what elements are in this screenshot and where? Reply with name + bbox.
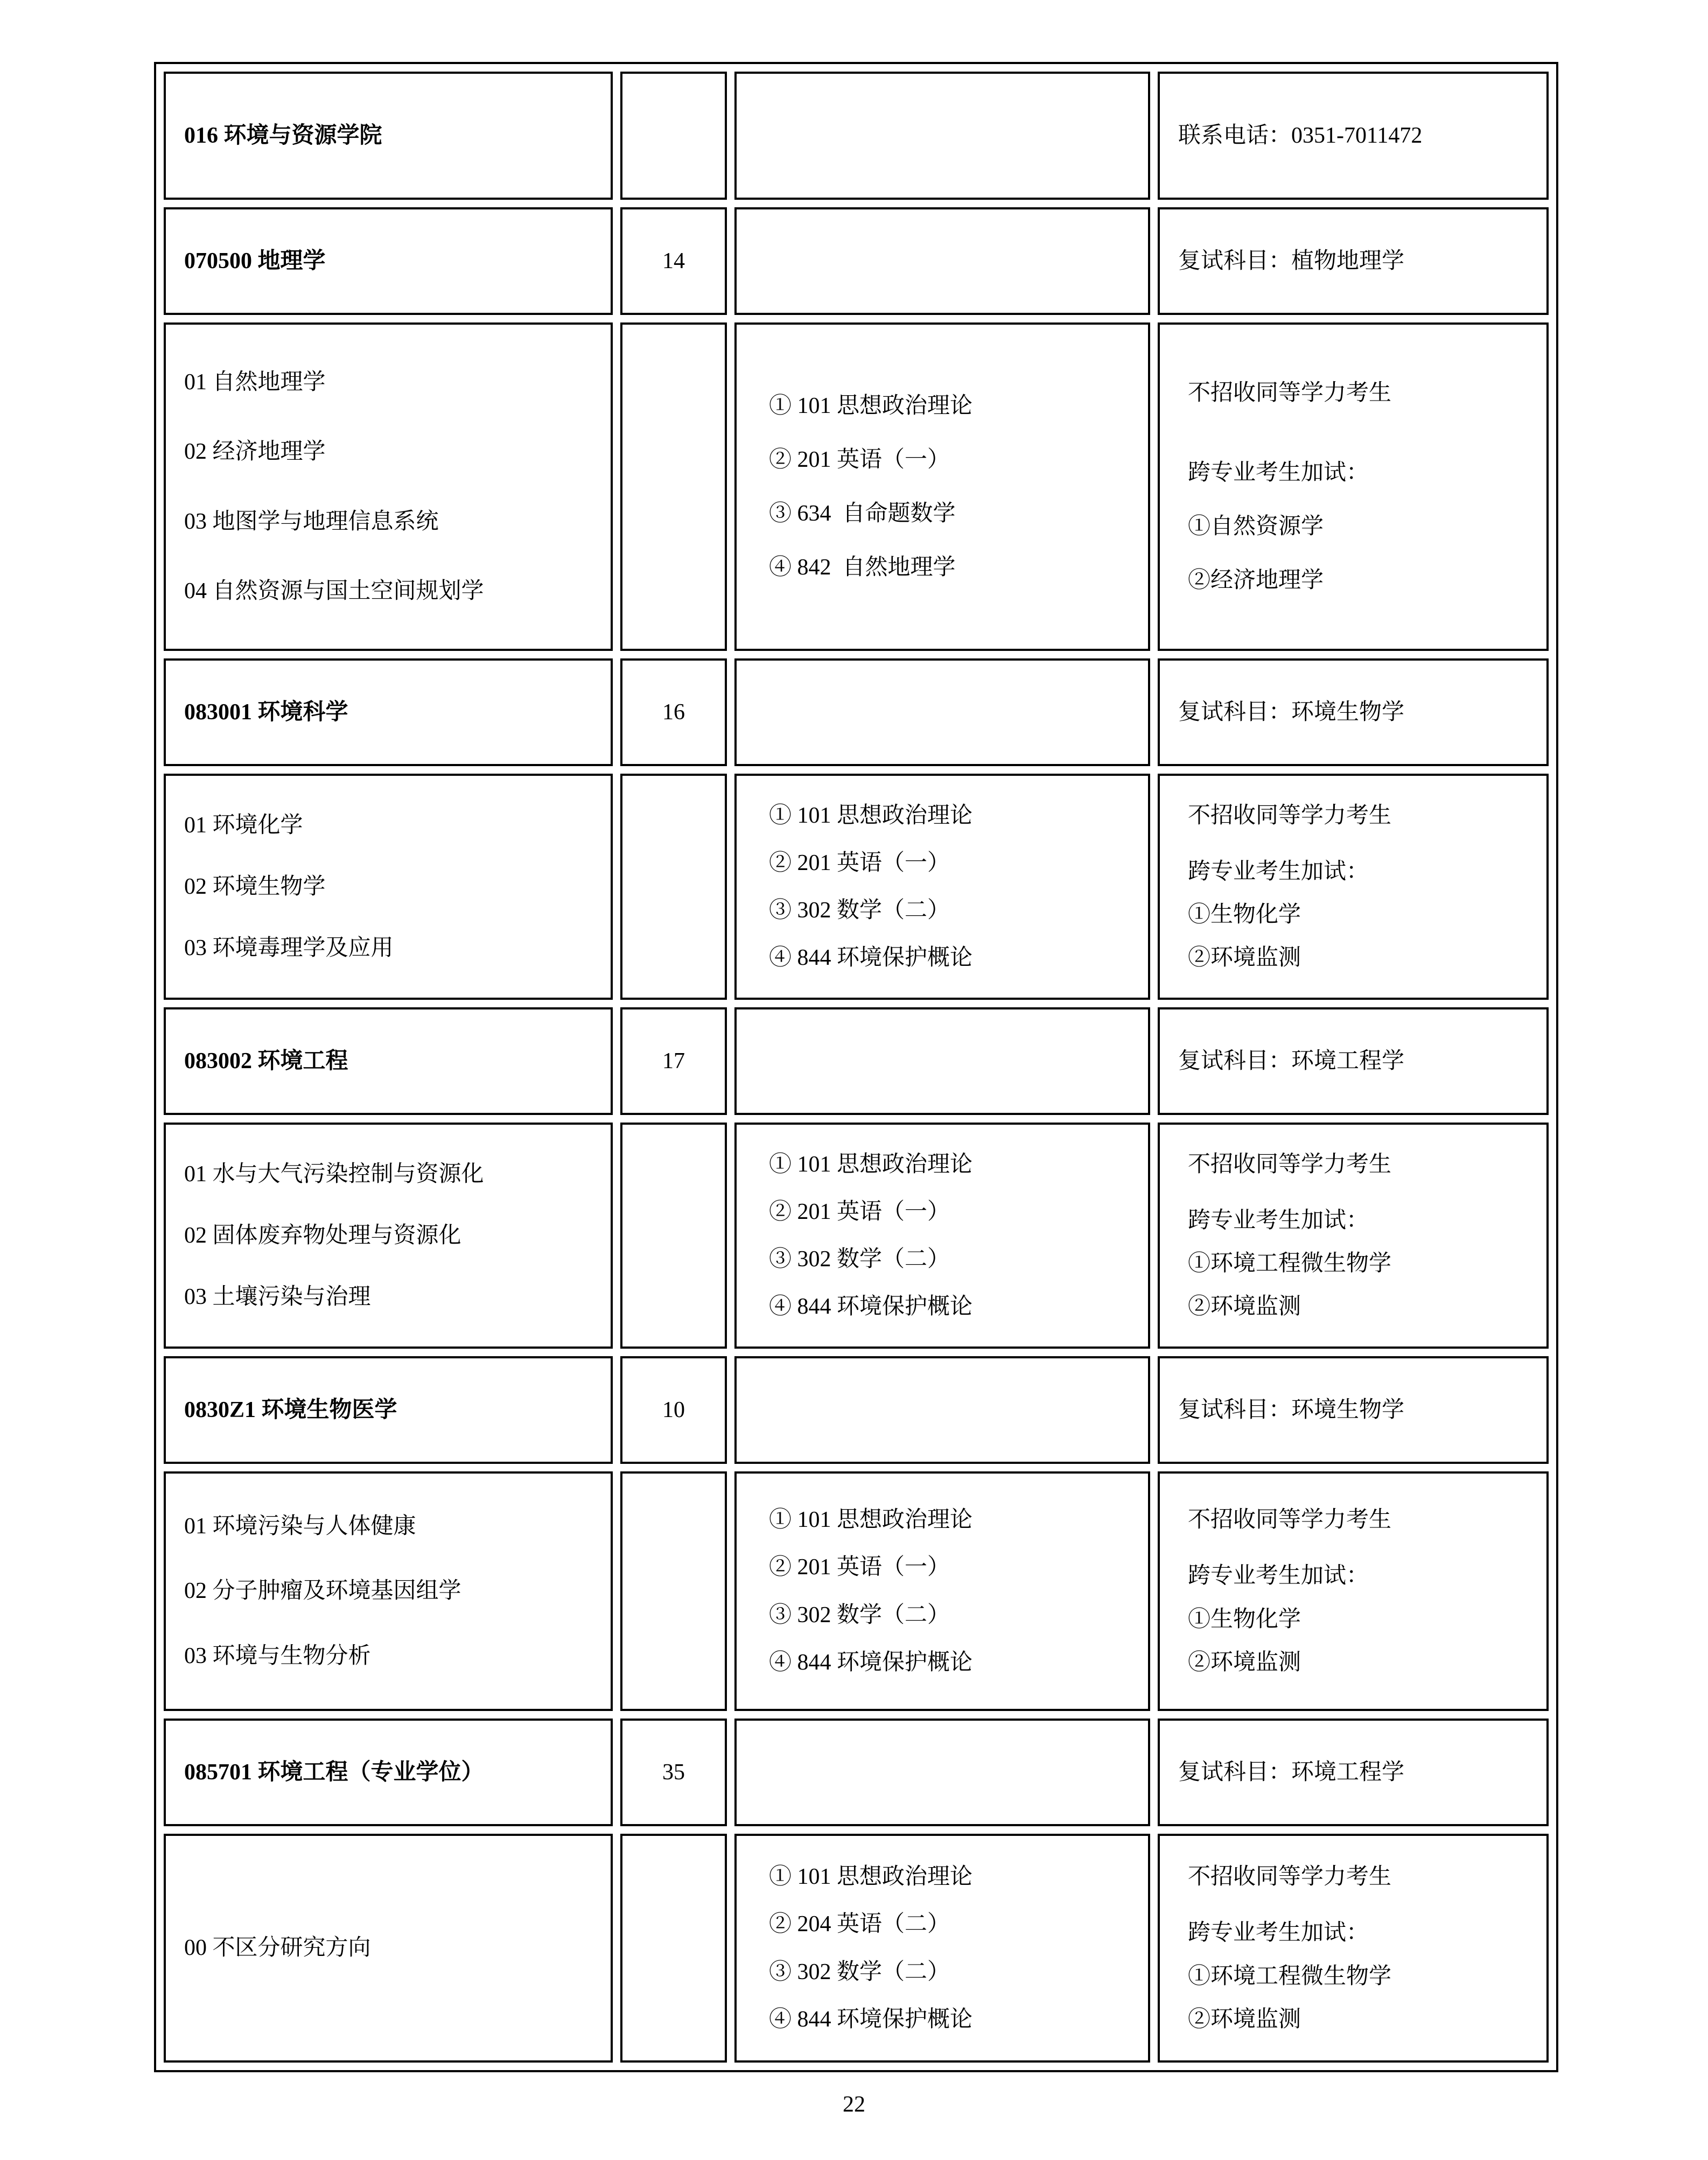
exam-subject: ① 101 思想政治理论 xyxy=(769,803,973,828)
program-row xyxy=(164,1007,1549,1115)
remark-line: ①生物化学 xyxy=(1188,1607,1301,1632)
exam-subject: ② 201 英语（一） xyxy=(769,850,950,875)
exam-subject: ① 101 思想政治理论 xyxy=(769,393,973,418)
program-row xyxy=(164,658,1549,766)
exam-subject: ① 101 思想政治理论 xyxy=(769,1507,973,1533)
remark-line: 跨专业考生加试： xyxy=(1188,1920,1369,1946)
quota-cell xyxy=(620,322,727,651)
research-direction: 03 土壤污染与治理 xyxy=(184,1284,371,1309)
quota-cell xyxy=(620,1356,727,1464)
remark-line: 跨专业考生加试： xyxy=(1188,460,1369,485)
remark-line: 不招收同等学力考生 xyxy=(1188,380,1392,405)
research-direction: 00 不区分研究方向 xyxy=(184,1935,371,1961)
subjects-cell xyxy=(734,1471,1150,1711)
quota-value: 14 xyxy=(662,248,685,273)
program-title: 0830Z1 环境生物医学 xyxy=(184,1397,397,1422)
remark-line: ②环境监测 xyxy=(1188,1294,1301,1320)
research-direction: 01 水与大气污染控制与资源化 xyxy=(184,1161,484,1187)
remark-line: 不招收同等学力考生 xyxy=(1188,803,1392,828)
research-direction: 03 地图学与地理信息系统 xyxy=(184,509,439,534)
subjects-cell xyxy=(734,774,1150,1000)
exam-subject: ④ 844 环境保护概论 xyxy=(769,1294,973,1320)
quota-cell xyxy=(620,1719,727,1826)
subjects-cell xyxy=(734,1123,1150,1349)
program-row xyxy=(164,1719,1549,1826)
quota-cell xyxy=(620,1471,727,1711)
directions-cell xyxy=(164,322,613,651)
remark-line: ②环境监测 xyxy=(1188,2007,1301,2032)
remark-line: 跨专业考生加试： xyxy=(1188,859,1369,884)
program-title: 083001 环境科学 xyxy=(184,699,348,725)
remark-line: ①环境工程微生物学 xyxy=(1188,1251,1392,1276)
retest-subject: 复试科目：环境生物学 xyxy=(1178,1397,1405,1422)
exam-subject: ② 201 英语（一） xyxy=(769,1199,950,1224)
subjects-cell-empty xyxy=(734,1007,1150,1115)
research-direction: 02 固体废弃物处理与资源化 xyxy=(184,1223,461,1248)
remark-line: 不招收同等学力考生 xyxy=(1188,1864,1392,1890)
research-direction: 01 环境污染与人体健康 xyxy=(184,1514,416,1539)
remarks-cell xyxy=(1158,1123,1549,1349)
retest-subject: 复试科目：环境工程学 xyxy=(1178,1759,1405,1785)
quota-value: 10 xyxy=(662,1397,685,1422)
remarks-cell xyxy=(1158,774,1549,1000)
subjects-cell-empty xyxy=(734,72,1150,200)
quota-cell xyxy=(620,1007,727,1115)
remark-line: ①生物化学 xyxy=(1188,902,1301,927)
quota-cell xyxy=(620,658,727,766)
college-row xyxy=(164,72,1549,200)
quota-cell xyxy=(620,1834,727,2063)
subjects-cell xyxy=(734,1834,1150,2063)
remark-line: 跨专业考生加试： xyxy=(1188,1208,1369,1233)
directions-cell xyxy=(164,774,613,1000)
program-row xyxy=(164,1356,1549,1464)
retest-subject: 复试科目：环境工程学 xyxy=(1178,1048,1405,1074)
research-direction: 02 分子肿瘤及环境基因组学 xyxy=(184,1579,461,1604)
research-direction: 03 环境毒理学及应用 xyxy=(184,935,394,960)
program-row xyxy=(164,207,1549,315)
quota-cell xyxy=(620,72,727,200)
research-direction: 01 环境化学 xyxy=(184,812,303,838)
remarks-cell xyxy=(1158,1471,1549,1711)
retest-cell xyxy=(1158,1356,1549,1464)
program-name-cell xyxy=(164,1007,613,1115)
exam-subject: ④ 844 环境保护概论 xyxy=(769,945,973,971)
quota-value: 17 xyxy=(662,1048,685,1074)
detail-row xyxy=(164,1834,1549,2063)
exam-subject: ④ 842 自然地理学 xyxy=(769,555,956,580)
remark-line: 不招收同等学力考生 xyxy=(1188,1152,1392,1177)
remark-line: 跨专业考生加试： xyxy=(1188,1563,1369,1589)
directions-cell xyxy=(164,1834,613,2063)
program-name-cell xyxy=(164,1719,613,1826)
research-direction: 01 自然地理学 xyxy=(184,370,326,395)
page-number: 22 xyxy=(843,2092,865,2117)
contact-cell xyxy=(1158,72,1549,200)
subjects-cell-empty xyxy=(734,1356,1150,1464)
exam-subject: ③ 302 数学（二） xyxy=(769,898,950,923)
subjects-cell-empty xyxy=(734,207,1150,315)
exam-subject: ① 101 思想政治理论 xyxy=(769,1152,973,1177)
exam-subject: ② 204 英语（二） xyxy=(769,1912,950,1937)
quota-value: 16 xyxy=(662,699,685,725)
program-name-cell xyxy=(164,658,613,766)
retest-subject: 复试科目：环境生物学 xyxy=(1178,699,1405,725)
exam-subject: ③ 302 数学（二） xyxy=(769,1247,950,1272)
remark-line: ②环境监测 xyxy=(1188,1650,1301,1675)
exam-subject: ④ 844 环境保护概论 xyxy=(769,1650,973,1675)
research-direction: 03 环境与生物分析 xyxy=(184,1643,371,1668)
program-name-cell xyxy=(164,1356,613,1464)
retest-cell xyxy=(1158,658,1549,766)
subjects-cell-empty xyxy=(734,658,1150,766)
college-title: 016 环境与资源学院 xyxy=(184,123,382,148)
exam-subject: ③ 302 数学（二） xyxy=(769,1959,950,1984)
quota-cell xyxy=(620,774,727,1000)
program-title: 085701 环境工程（专业学位） xyxy=(184,1759,484,1785)
contact-phone: 联系电话：0351-7011472 xyxy=(1178,123,1423,148)
research-direction: 02 环境生物学 xyxy=(184,874,326,899)
admissions-table xyxy=(154,62,1558,2072)
remark-line: ①环境工程微生物学 xyxy=(1188,1963,1392,1989)
quota-cell xyxy=(620,1123,727,1349)
research-direction: 02 经济地理学 xyxy=(184,439,326,465)
remark-line: ②环境监测 xyxy=(1188,945,1301,971)
program-name-cell xyxy=(164,207,613,315)
exam-subject: ② 201 英语（一） xyxy=(769,1555,950,1580)
exam-subject: ③ 634 自命题数学 xyxy=(769,501,956,526)
retest-cell xyxy=(1158,1719,1549,1826)
subjects-cell-empty xyxy=(734,1719,1150,1826)
remark-line: ②经济地理学 xyxy=(1188,568,1324,593)
program-title: 083002 环境工程 xyxy=(184,1048,348,1074)
directions-cell xyxy=(164,1123,613,1349)
subjects-cell xyxy=(734,322,1150,651)
exam-subject: ① 101 思想政治理论 xyxy=(769,1864,973,1890)
retest-cell xyxy=(1158,1007,1549,1115)
exam-subject: ② 201 英语（一） xyxy=(769,447,950,472)
retest-cell xyxy=(1158,207,1549,315)
detail-row xyxy=(164,1471,1549,1711)
detail-row xyxy=(164,1123,1549,1349)
exam-subject: ④ 844 环境保护概论 xyxy=(769,2007,973,2032)
exam-subject: ③ 302 数学（二） xyxy=(769,1602,950,1628)
directions-cell xyxy=(164,1471,613,1711)
program-title: 070500 地理学 xyxy=(184,248,326,273)
detail-row xyxy=(164,774,1549,1000)
remarks-cell xyxy=(1158,1834,1549,2063)
remark-line: 不招收同等学力考生 xyxy=(1188,1507,1392,1533)
remarks-cell xyxy=(1158,322,1549,651)
remark-line: ①自然资源学 xyxy=(1188,514,1324,539)
college-name-cell xyxy=(164,72,613,200)
detail-row xyxy=(164,322,1549,651)
retest-subject: 复试科目：植物地理学 xyxy=(1178,248,1405,273)
quota-cell xyxy=(620,207,727,315)
research-direction: 04 自然资源与国土空间规划学 xyxy=(184,578,484,604)
quota-value: 35 xyxy=(662,1759,685,1785)
